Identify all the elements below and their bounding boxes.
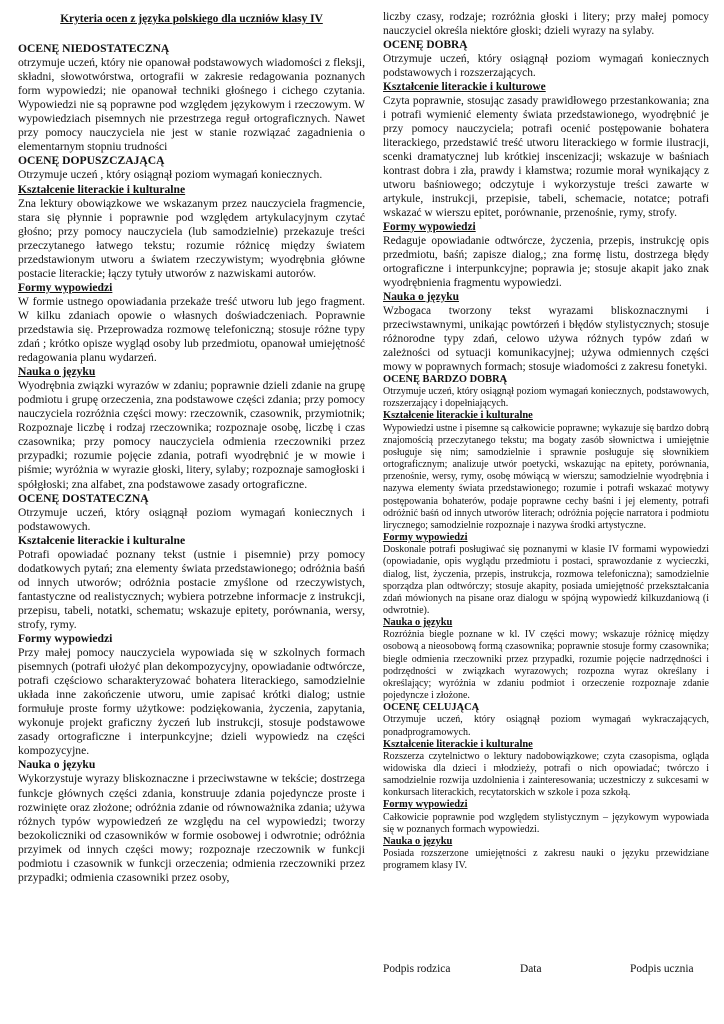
celujaca-nauka-heading: Nauka o języku [383,835,453,847]
grade-celujaca-intro: Otrzymuje uczeń, który osiągnął poziom wymagań wykraczających, ponadprogramowych. [383,714,709,738]
right-column-small-block [383,374,709,872]
grade-bardzo-dobra-heading: OCENĘ BARDZO DOBRĄ [383,374,508,385]
grade-niedostateczna-text: otrzymuje uczeń, który nie opanował podstawowych wiadomości z fleksji, składni, słowotwórstwa, ortografii w zakresie redagowania poznanych form wypowiedzi; nie opanował techniki głośnego i cichego czytania. Wypowiedzi nie są poprawne pod względem językowym i rzeczowym. W wypowiedziach pisemnych nie przestrzega reguł ortograficznych. Nawet przy pomocy nauczyciela nie jest w stanie rozwiązać zagadnienia o elementarnym stopniu trudności [18,56,365,154]
dopuszczajaca-literackie-heading: Kształcenie literackie i kulturalne [18,182,186,196]
dobra-formy-heading: Formy wypowiedzi [383,221,476,233]
signature-line [383,963,709,979]
dobra-literackie-heading: Kształcenie literackie i kulturowe [383,81,546,93]
signature-parent-label: Podpis rodzica [383,963,451,975]
dostateczna-formy-text: Przy małej pomocy nauczyciela wypowiada się w szkolnych formach pisemnych (potrafi ułożyć plan dekompozycyjny, opowiadanie odtwórcze, potrafi częściowo scharakteryzować bohatera literackiego, samodzielnie układa inne zakończenie utworu, umie zapisać krótki dialog; ustnie formułuje proste formy użytkowe: podziękowania, życzenia, zapytania, wykonuje projekt graficzny życzeń lub instrukcji, stosuje podstawowe zasady ortograficzne i interpunkcyjne; dzieli wypowiedz na części kompozycyjne. [18,646,365,758]
celujaca-nauka-text: Posiada rozszerzone umiejętności z zakresu nauki o języku przewidziane programem klasy IV. [383,848,709,872]
celujaca-literackie-text: Rozszerza czytelnictwo o lektury nadobowiązkowe; czyta czasopisma, ogląda widowiska dla dzieci i młodzieży, potrafi o nich opowiadać; twórczo i samodzielnie rozwija uzdolnienia i zainteresowania; uczestniczy z sukcesami w konkursach literackich, recytatorskich w szkole i poza szkołą. [383,750,709,799]
grade-dobra-intro: Otrzymuje uczeń, który osiągnął poziom wymagań koniecznych podstawowych i rozszerzających. [383,53,709,79]
right-column-main-block [383,10,709,374]
bardzo-dobra-formy-text: Doskonale potrafi posługiwać się poznanymi w klasie IV formami wypowiedzi (opowiadanie, opis wyglądu przedmiotu i postaci, sprawozdanie z wycieczki, dialog, list, życzenia, przepis, instrukcja, rozmowa telefoniczna); samodzielnie sporządza plan odtwórczy; stosuje akapity, posiada umiejętność przekształcania zdań mówionych na pisane oraz dialogu w spójną wypowiedź kilkuzdaniową (i odwrotnie). [383,544,709,616]
document-title: Kryteria ocen z języka polskiego dla uczniów klasy IV [60,13,323,25]
dobra-formy-text: Redaguje opowiadanie odtwórcze, życzenia, przepis, instrukcję opis przedmiotu, baśń; zapisze dialog,; zna formę listu, dostrzega błędy ortograficzne i interpunkcyjne; poprawia je; stosuje akapit jako znak wyodrębnienia fragmentu wypowiedzi. [383,235,709,289]
signature-date-label: Data [520,963,542,975]
signature-student-label: Podpis ucznia [630,963,694,975]
bardzo-dobra-nauka-heading: Nauka o języku [383,617,453,629]
continuation-text: liczby czasy, rodzaje; rozróżnia głoski i litery; przy małej pomocy nauczyciel określa niektóre głoski; dzieli wyrazy na sylaby. [383,11,709,37]
bardzo-dobra-formy-heading: Formy wypowiedzi [383,532,468,544]
bardzo-dobra-nauka-text: Rozróżnia biegle poznane w kl. IV części mowy; wskazuje różnicę między osobową a nieosobową formą czasownika; poprawnie stosuje formy czasownika; biegle odmienia rzeczowniki przez przypadki, rozumie pojęcie nadrzędności i podrzędności w związkach wyrazowych; rozpozna wyraz określany i określający; wyróżnia w zdaniu podmiot i orzeczenie rozpoznaje zdanie pojedyncze i złożone. [383,629,709,702]
grade-niedostateczna-heading: OCENĘ NIEDOSTATECZNĄ [18,42,170,56]
dobra-nauka-text: Wzbogaca tworzony tekst wyrazami bliskoznacznymi i przeciwstawnymi, unikając powtórzeń i błędów stylistycznych; stosuje różnorodne typy zdań, celowo używa różnych typów zdań w zależności od sytuacji komunikacyjnej; używa odmiennych części mowy w poprawnych formach; stosuje wiadomości z zakresu fonetyki. [383,305,709,373]
grade-celujaca-heading: OCENĘ CELUJĄCĄ [383,702,480,714]
grade-bardzo-dobra-intro: Otrzymuje uczeń, który osiągnął poziom wymagań koniecznych, podstawowych, rozszerzający i dopełniających. [383,386,709,410]
celujaca-literackie-heading: Kształcenie literackie i kulturalne [383,738,533,750]
dopuszczajaca-literackie-text: Zna lektury obowiązkowe we wskazanym przez nauczyciela fragmencie, stara się płynnie i poprawnie pod względem artykulacyjnym czytać głośno; przy pomocy nauczyciela (lub samodzielnie) przekazuje treści przeczytanego łatwego tekstu; rozumie różnicę między światem przedstawionym utworu a światem rzeczywistym; wyodrębnia główne postacie literackie; łączy tytuły utworów z nazwiskami autorów. [18,196,365,280]
bardzo-dobra-literackie-heading: Kształcenie literackie i kulturalne [383,410,533,422]
dostateczna-literackie-heading: Kształcenie literackie i kulturalne [18,533,186,547]
dostateczna-nauka-heading: Nauka o języku [18,758,96,772]
dostateczna-nauka-text: Wykorzystuje wyrazy bliskoznaczne i przeciwstawne w tekście; dostrzega funkcje głównych części zdania, konstruuje zdania pojedyncze proste i rozwinięte oraz złożone; odróżnia zdanie od równoważnika zdania; używa różnych typów wypowiedzeń ze względu na cel wypowiedzi; tworzy bezokoliczniki od czasowników w formie osobowej i odwrotnie; odróżnia przyimek od innych części mowy; rozpoznaje rzeczownik w funkcji podmiotu i czasownik w funkcji orzeczenia; odmienia rzeczowniki przez przypadki; odmienia czasowniki przez osoby, [18,772,365,884]
dopuszczajaca-formy-heading: Formy wypowiedzi [18,280,113,294]
grade-dopuszczajaca-intro: Otrzymuje uczeń , który osiągnął poziom wymagań koniecznych. [18,168,323,182]
grade-dostateczna-intro: Otrzymuje uczeń, który osiągnął poziom wymagań koniecznych i podstawowych. [18,505,365,533]
dobra-nauka-heading: Nauka o języku [383,291,459,303]
bardzo-dobra-literackie-text: Wypowiedzi ustne i pisemne są całkowicie poprawne; wykazuje się bardzo dobrą znajomością przeczytanego tekstu; ma bogaty zasób słownictwa i umiejętnie posługuje się nim; samodzielnie i sprawnie posługuje się słownikiem ortograficznym; analizuje utwór poetycki, wskazując na epitety, porównania, przenośnie, wersy, rymy, osobę mówiącą w wierszu; samodzielnie wyodrębnia i nazywa elementy świata przedstawionego; rozumie i potrafi wskazać motywy postępowania bohaterów, podaje poprawne cechy baśni i jej elementy, potrafi odróżnić baśń od innych utworów literach; odróżnia pojęcie narratora i podmiotu lirycznego; samodzielnie rozpoznaje i nazywa środki artystyczne. [383,422,709,531]
dostateczna-formy-heading: Formy wypowiedzi [18,632,113,646]
dostateczna-literackie-text: Potrafi opowiadać poznany tekst (ustnie i pisemnie) przy pomocy dodatkowych pytań; zna elementy świata przedstawionego; odróżnia baśń od innych utworów; odróżnia postacie zmyślone od rzeczywistych, fantastyczne od realistycznych; wybiera potrzebne informacje z instrukcji, przepisu, tabeli, notatki, schematu; wskazuje epitety, porównania, wersy, strofy, rymy. [18,547,365,631]
dobra-literackie-text: Czyta poprawnie, stosując zasady prawidłowego przestankowania; zna i potrafi wymienić elementy świata przedstawionego, wyodrębnić je przy pomocy nauczyciela; potrafi ocenić postępowanie bohatera literackiego, przedstawić treść utworu literackiego w formie ilustracji, scenki dramatycznej lub krótkiej inscenizacji; wskazuje w baśniach kontrast dobra i zła, prawdy i kłamstwa; rozumie morał wynikający z utworu baśniowego; odczytuje i wykorzystuje treści zawarte w artykule, instrukcji, przepisie, tabeli, schemacie, notatce; potrafi wskazać w wierszu epitet, porównanie, przenośnie, rymy, strofy. [383,95,709,219]
dopuszczajaca-nauka-text: Wyodrębnia związki wyrazów w zdaniu; poprawnie dzieli zdanie na grupę podmiotu i grupę orzeczenia, zna podstawowe części zdania; przy pomocy nauczyciela rozróżnia części mowy: rzeczownik, czasownik, przymiotnik; Rozpoznaje liczbę i rodzaj rzeczownika; rozpoznaje osobę, liczbę i czas czasownika; przy pomocy nauczyciela odmienia rzeczowniki przez przypadki; rozumie pojęcie zdania, potrafi wyodrębnić je w mowie i piśmie; wyróżnia w wyrazie głoski, litery, sylaby; rozpoznaje samogłoski i spółgłoski; zna alfabet, zna podstawowe zasady ortograficzne. [18,379,365,491]
grade-dopuszczajaca-heading: OCENĘ DOPUSZCZAJĄCĄ [18,154,165,168]
celujaca-formy-text: Całkowicie poprawnie pod względem stylistycznym – językowym wypowiada się w poznanych formach wypowiedzi. [383,811,709,835]
dopuszczajaca-formy-text: W formie ustnego opowiadania przekaże treść utworu lub jego fragment. W kilku zdaniach opowie o własnych doświadczeniach. Poprawnie przedstawia się. Przeprowadza rozmowę telefoniczną; stosuje różne typy zdań ; krótko opisze wygląd osoby lub przedmiotu, opanował umiejętność redagowania planu wydarzeń. [18,294,365,365]
celujaca-formy-heading: Formy wypowiedzi [383,799,468,811]
dopuszczajaca-nauka-heading: Nauka o języku [18,365,96,379]
right-column [383,10,709,872]
grade-dostateczna-heading: OCENĘ DOSTATECZNĄ [18,491,149,505]
left-column [18,12,365,885]
grade-dobra-heading: OCENĘ DOBRĄ [383,39,468,51]
